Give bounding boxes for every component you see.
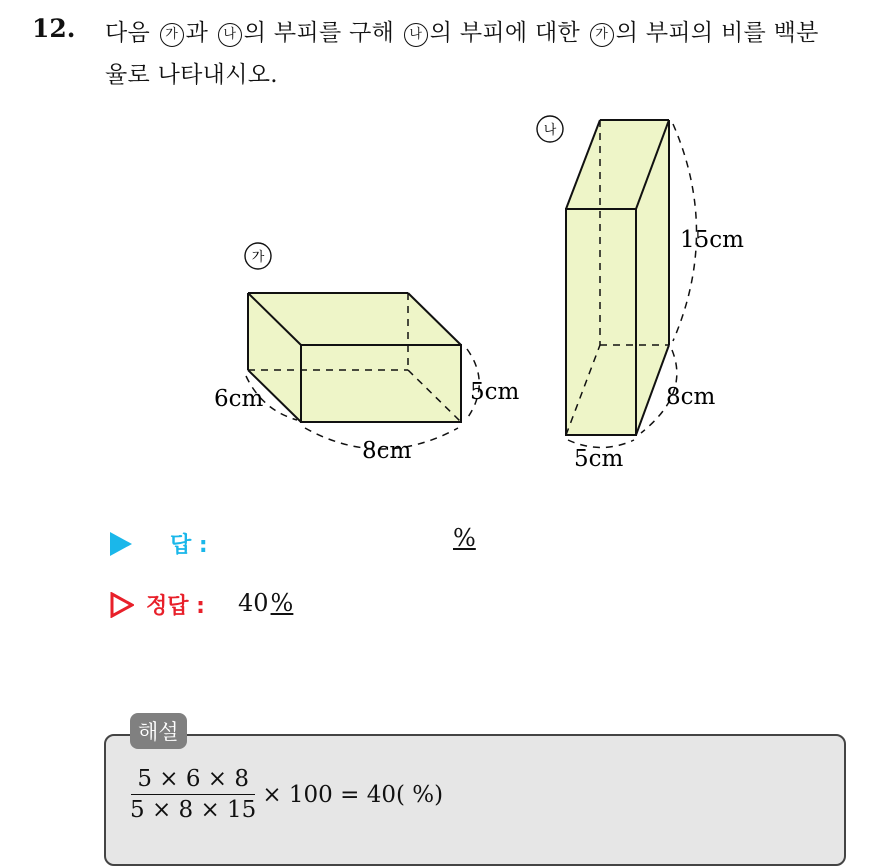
prism-ga-front: [301, 345, 461, 422]
answer-blank-unit: %: [453, 524, 476, 552]
play-triangle-icon: [110, 532, 132, 556]
fraction-numerator: 5 × 6 × 8: [131, 766, 255, 795]
ga-width-label: 8cm: [362, 438, 412, 464]
formula-rest: × 100 = 40( %): [262, 781, 444, 808]
correct-answer-value: [238, 589, 293, 617]
circle-label-na-2: 나: [404, 23, 428, 47]
na-height-label: 15cm: [680, 227, 744, 253]
prism-na: [537, 116, 744, 472]
circle-label-ga: 가: [160, 23, 184, 47]
circle-label-ga-2: 가: [590, 23, 614, 47]
correct-value-unit: %: [270, 589, 294, 617]
question-text-b: 과: [185, 20, 216, 46]
ga-depth-label: 6cm: [214, 386, 264, 412]
answer-row: [110, 528, 208, 559]
question-text-c: 의 부피를 구해: [243, 20, 402, 46]
fraction-denominator: 5 × 8 × 15: [130, 797, 257, 823]
prism-ga: [214, 243, 520, 464]
ga-height-label: 5cm: [470, 379, 520, 405]
ga-label: 가: [251, 250, 265, 265]
question-number: 12.: [32, 14, 76, 43]
answer-label: 답 :: [170, 533, 208, 558]
question-line-2: 율로 나타내시오.: [105, 62, 278, 88]
correct-answer-row: [110, 589, 205, 620]
na-label: 나: [543, 123, 557, 138]
outline-triangle-icon: [110, 592, 134, 618]
explanation-tag: 해설: [130, 713, 187, 749]
prism-na-front: [566, 209, 636, 435]
correct-value-number: 40: [238, 589, 269, 617]
fraction: [126, 766, 260, 823]
circle-label-na: 나: [218, 23, 242, 47]
correct-answer-label: 정답 :: [146, 594, 205, 619]
question-text-e: 의 부피의 비를 백분: [615, 20, 819, 46]
na-width-label: 5cm: [574, 446, 624, 472]
na-depth-label: 8cm: [666, 384, 716, 410]
question-text-d: 의 부피에 대한: [429, 20, 588, 46]
explanation-formula: [126, 766, 443, 823]
question-text-a: 다음: [105, 20, 158, 46]
